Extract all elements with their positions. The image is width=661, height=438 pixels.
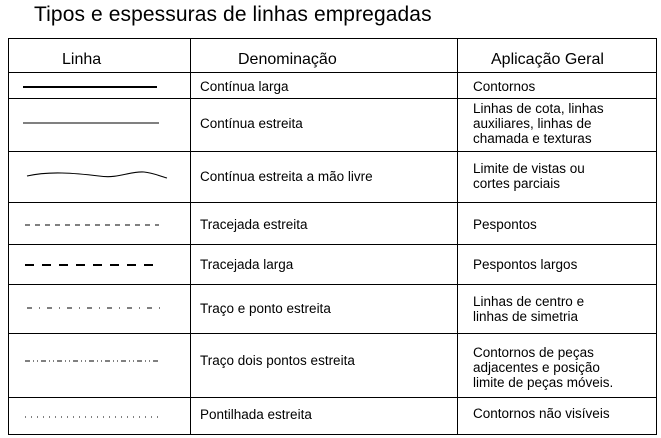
denomination-cell: Traço e ponto estreita [200, 301, 331, 316]
application-cell: Contornos de peças adjacentes e posição limite de peças móveis. [473, 345, 614, 390]
line-sample-dash-double-dot-thin [19, 359, 161, 363]
line-sample-freehand-thin [19, 167, 169, 183]
page-title: Tipos e espessuras de linhas empregadas [34, 3, 432, 26]
application-cell: Linhas de cota, linhas auxiliares, linhas de chamada e texturas [473, 101, 604, 146]
line-sample-continuous-thick [19, 84, 159, 90]
application-cell: Limite de vistas ou cortes parciais [473, 161, 585, 191]
denomination-cell: Contínua larga [200, 79, 289, 94]
header-aplicacao: Aplicação Geral [491, 51, 604, 68]
application-cell: Pespontos [473, 217, 537, 232]
row-divider [9, 244, 656, 245]
denomination-cell: Tracejada larga [200, 257, 294, 272]
line-sample-dash-dot-thin [19, 306, 161, 310]
line-sample-dashed-thick [19, 263, 161, 267]
application-cell: Linhas de centro e linhas de simetria [473, 294, 585, 324]
denomination-cell: Contínua estreita [200, 116, 303, 131]
row-divider [9, 397, 656, 398]
row-divider [9, 72, 656, 73]
row-divider [9, 151, 656, 152]
denomination-cell: Pontilhada estreita [200, 407, 312, 422]
denomination-cell: Tracejada estreita [200, 217, 308, 232]
row-divider [9, 98, 656, 99]
header-linha: Linha [62, 51, 102, 68]
line-sample-dotted-thin [19, 415, 161, 419]
denomination-cell: Contínua estreita a mão livre [200, 169, 373, 184]
row-divider [9, 284, 656, 285]
application-cell: Contornos [473, 79, 536, 94]
denomination-cell: Traço dois pontos estreita [200, 353, 355, 368]
line-sample-continuous-thin [19, 121, 159, 125]
header-denominacao: Denominação [238, 51, 337, 68]
application-cell: Pespontos largos [473, 257, 578, 272]
line-sample-dashed-thin [19, 223, 159, 227]
row-divider [9, 333, 656, 334]
line-types-table [8, 38, 657, 435]
row-divider [9, 202, 656, 203]
application-cell: Contornos não visíveis [473, 406, 610, 421]
